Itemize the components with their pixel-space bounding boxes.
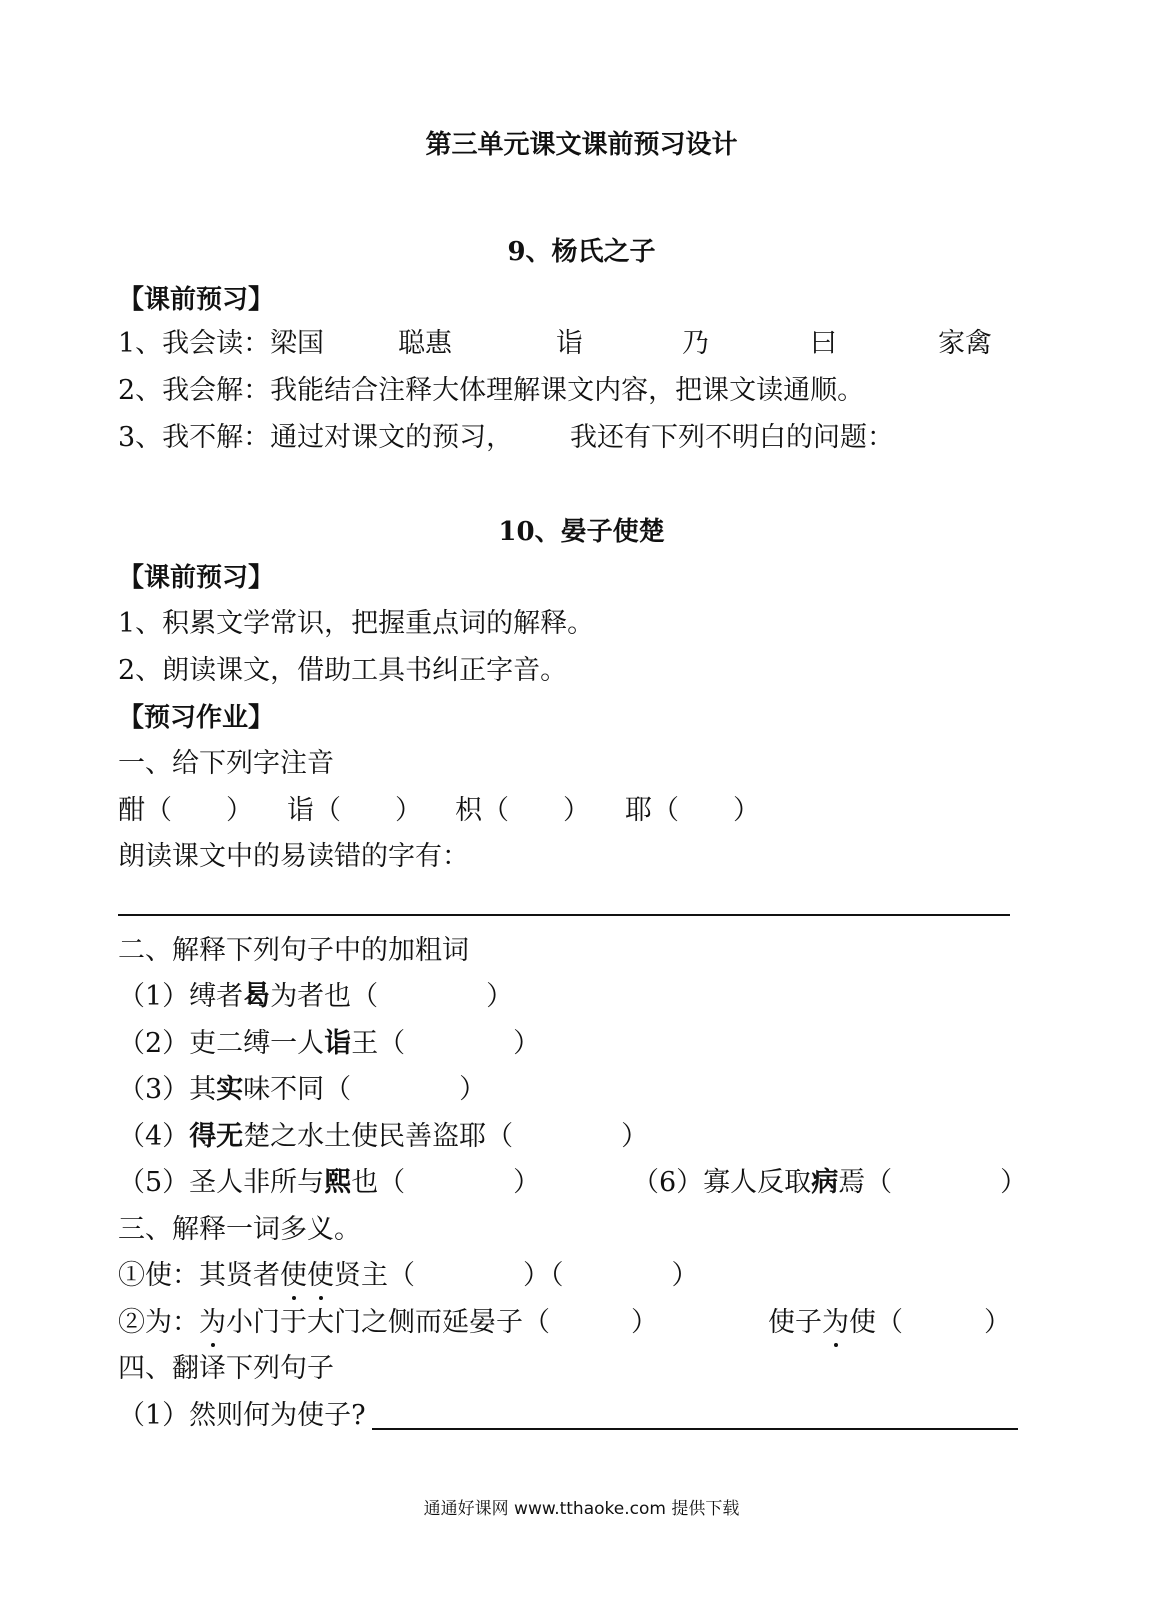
- dotted-char: 为: [199, 1307, 226, 1338]
- dotted-char: 为: [822, 1307, 849, 1338]
- footer: 通通好课网 www.tthaoke.com 提供下载: [423, 1499, 740, 1519]
- dotted-char: 使: [280, 1260, 307, 1291]
- q2-item: [118, 1166, 540, 1200]
- q2-item-pre: （3）其: [118, 1074, 217, 1105]
- q2-item: [632, 1166, 1027, 1200]
- read-word: 曰: [810, 328, 837, 359]
- lesson10-item1: 1、积累文学常识，把握重点词的解释。: [118, 608, 595, 639]
- lesson10-title: 10、晏子使楚: [498, 517, 665, 547]
- q2-item-post: 为者也（ ）: [270, 981, 514, 1012]
- q3-item1-rest: 贤主（ ）（ ）: [334, 1260, 699, 1291]
- read-word: 梁国: [270, 328, 324, 359]
- dotted-char: 使: [307, 1260, 334, 1291]
- q2-bold-word: 得无: [189, 1121, 244, 1152]
- q3-item2-b-post: 使（ ）: [849, 1307, 1011, 1338]
- q2-bold-word: 实: [216, 1074, 244, 1105]
- lesson9-title: 9、杨氏之子: [507, 237, 656, 267]
- q3-item2-b: [768, 1306, 1011, 1340]
- doc-title: 第三单元课文课前预习设计: [425, 130, 738, 160]
- pinyin-item: 酣（ ）: [118, 795, 253, 826]
- lesson9-item3-a: 3、我不解：通过对课文的预习，: [118, 422, 514, 453]
- lesson10-section-heading: 【课前预习】: [118, 563, 275, 593]
- q3-title: 三、解释一词多义。: [118, 1214, 361, 1245]
- q2-item-post: 楚之水土使民善盗耶（ ）: [243, 1121, 649, 1152]
- q2-item-post: 焉（ ）: [838, 1167, 1028, 1198]
- q3-item2-rest: 小门于大门之侧而延晏子（ ）: [226, 1307, 658, 1338]
- pinyin-item: 诣（ ）: [287, 795, 422, 826]
- read-word: 乃: [682, 328, 709, 359]
- pinyin-item: 枳（ ）: [455, 795, 590, 826]
- lesson9-read-label: 1、我会读：: [118, 328, 271, 359]
- q2-item-post: 王（ ）: [351, 1028, 541, 1059]
- q2-title: 二、解释下列句子中的加粗词: [118, 935, 469, 966]
- read-word: 聪惠: [398, 328, 452, 359]
- pinyin-item: 耶（ ）: [625, 795, 760, 826]
- q3-item1-label: ①使：其贤者: [118, 1260, 280, 1291]
- q2-bold-word: 熙: [324, 1167, 352, 1198]
- q3-item2-label: ②为：: [118, 1307, 199, 1338]
- translation-line: [372, 1428, 1018, 1430]
- lesson9-item3-b: 我还有下列不明白的问题：: [570, 422, 894, 453]
- q2-bold-word: 诣: [324, 1028, 352, 1059]
- lesson9-section-heading: 【课前预习】: [118, 285, 275, 315]
- q2-item-post: 味不同（ ）: [243, 1074, 487, 1105]
- read-word: 家禽: [938, 328, 992, 359]
- q3-item1: [118, 1259, 699, 1293]
- q2-item: [118, 1027, 540, 1061]
- q2-item-pre: （5）圣人非所与: [118, 1167, 325, 1198]
- q2-item: [118, 1073, 486, 1107]
- q2-item-post: 也（ ）: [351, 1167, 541, 1198]
- q2-item-pre: （1）缚者: [118, 981, 244, 1012]
- lesson10-item2: 2、朗读课文，借助工具书纠正字音。: [118, 655, 568, 686]
- q2-bold-word: 曷: [243, 981, 271, 1012]
- q2-item-pre: （4）: [118, 1121, 190, 1152]
- q1-title: 一、给下列字注音: [118, 748, 334, 779]
- q4-item1: （1）然则何为使子?: [118, 1400, 366, 1431]
- q2-bold-word: 病: [811, 1167, 839, 1198]
- q4-title: 四、翻译下列句子: [118, 1353, 334, 1384]
- q2-item-pre: （6）寡人反取: [632, 1167, 812, 1198]
- q2-item-pre: （2）吏二缚一人: [118, 1028, 325, 1059]
- homework-heading: 【预习作业】: [118, 703, 275, 733]
- lesson9-item2: 2、我会解：我能结合注释大体理解课文内容，把课文读通顺。: [118, 375, 865, 406]
- answer-line: [118, 914, 1010, 916]
- q3-item2: [118, 1306, 658, 1340]
- read-word: 诣: [556, 328, 583, 359]
- q2-item: [118, 980, 513, 1014]
- q2-item: [118, 1120, 648, 1154]
- q3-item2-b-pre: 使子: [768, 1307, 822, 1338]
- misread-prompt: 朗读课文中的易读错的字有：: [118, 841, 469, 872]
